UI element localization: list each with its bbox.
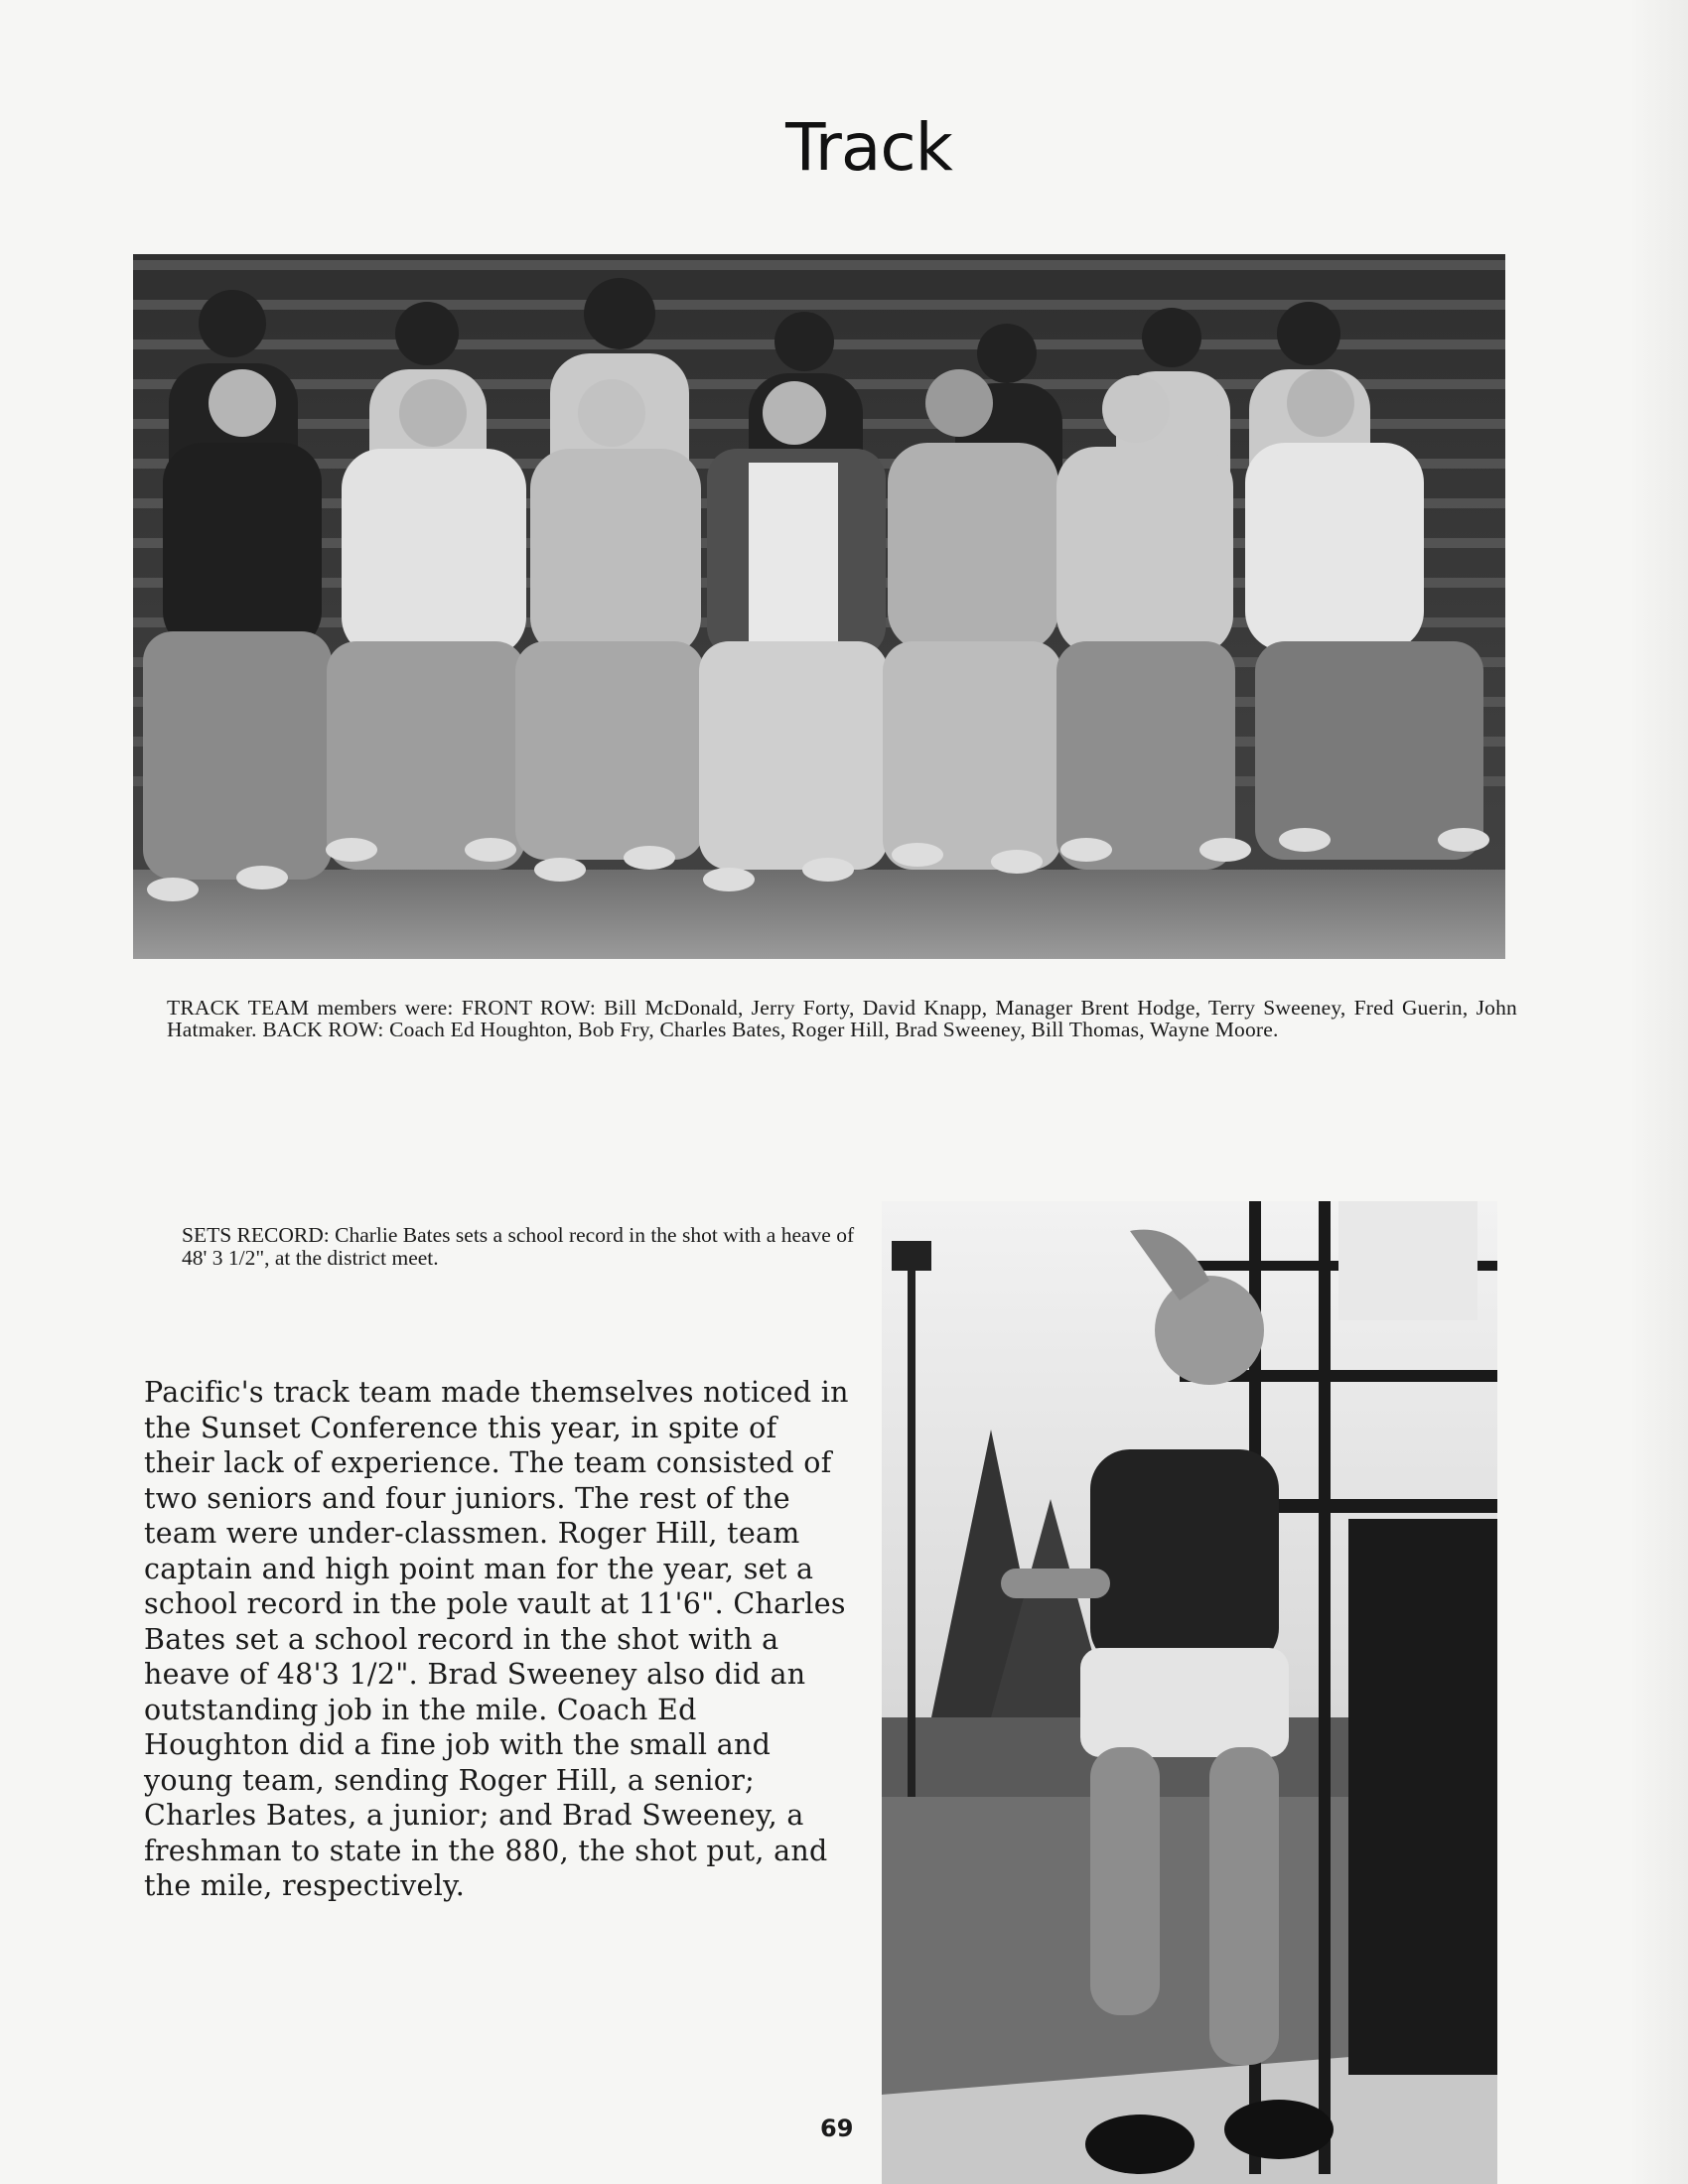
shot-put-photo-image	[882, 1201, 1497, 2184]
shot-put-photo	[882, 1201, 1497, 2184]
track-team-photo	[133, 254, 1505, 959]
page-edge-shadow	[1628, 0, 1688, 2184]
record-photo-caption: SETS RECORD: Charlie Bates sets a school record in the shot with a heave of 48' 3 1/2", at the district meet.	[182, 1223, 855, 1270]
team-photo-caption: TRACK TEAM members were: FRONT ROW: Bill McDonald, Jerry Forty, David Knapp, Manager Brent Hodge, Terry Sweeney, Fred Guerin, John Hatmaker. BACK ROW: Coach Ed Houghton, Bob Fry, Charles Bates, Roger Hill, Brad Sweeney, Bill Thomas, Wayne Moore.	[167, 996, 1517, 1041]
track-team-photo-image	[133, 254, 1505, 959]
page-title: Track	[785, 109, 952, 186]
article-body: Pacific's track team made themselves noticed in the Sunset Conference this year, in spite of their lack of experience. The team consisted of two seniors and four juniors. The rest of the team were under-classmen. Roger Hill, team captain and high point man for the year, set a school record in the pole vault at 11'6". Charles Bates set a school record in the shot with a heave of 48'3 1/2". Brad Sweeney also did an outstanding job in the mile. Coach Ed Houghton did a fine job with the small and young team, sending Roger Hill, a senior; Charles Bates, a junior; and Brad Sweeney, a freshman to state in the 880, the shot put, and the mile, respectively.	[144, 1376, 849, 1902]
page-number: 69	[820, 2115, 854, 2142]
